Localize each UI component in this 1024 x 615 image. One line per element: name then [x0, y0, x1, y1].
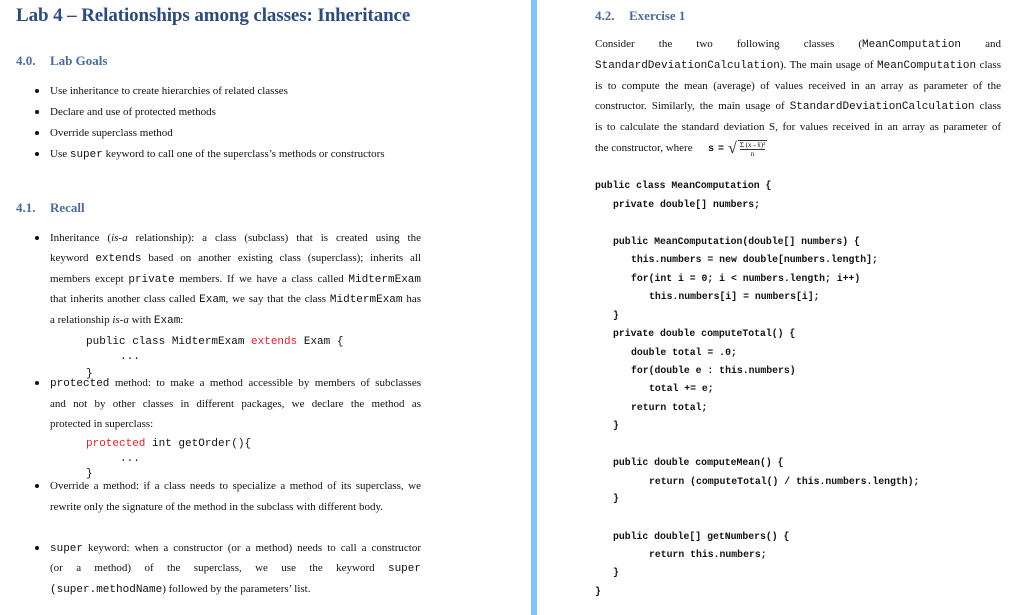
section-heading-exercise-1 — [595, 8, 795, 24]
text-line — [86, 435, 251, 451]
text-line — [50, 125, 173, 141]
inline-code: super — [69, 149, 103, 161]
code-line: } — [613, 420, 619, 431]
text-run: , we say that the class — [225, 293, 330, 305]
text-run: Use inheritance to create hierarchies of related classes — [50, 85, 288, 97]
inline-code: ... — [120, 351, 140, 363]
text-run: Use — [50, 148, 70, 160]
text-run: class — [974, 100, 1001, 112]
text-line — [595, 98, 1001, 114]
inline-code: StandardDeviationCalculation — [789, 101, 975, 113]
text-line — [50, 560, 421, 576]
text-run: and — [961, 38, 1001, 50]
text-line — [50, 478, 421, 494]
text-run: members. If we have a class called — [174, 273, 349, 285]
text-line — [50, 416, 153, 432]
text-line — [50, 230, 421, 246]
code-line: public double[] getNumbers() { — [613, 531, 790, 542]
code-line: total += e; — [649, 383, 714, 394]
bullet-icon — [35, 110, 39, 114]
code-line: this.numbers[i] = numbers[i]; — [649, 291, 820, 302]
bullet-icon — [35, 131, 39, 135]
square-root-icon: √ — [728, 140, 737, 157]
formula-numerator: Σ (x - x̄)² — [739, 141, 766, 149]
formula-fraction — [738, 140, 767, 158]
code-line: return total; — [631, 402, 708, 413]
inline-code: Exam — [153, 315, 181, 327]
text-run: ). The main usage of — [779, 59, 878, 71]
text-line — [50, 83, 288, 99]
inline-code: MidtermExam — [329, 294, 403, 306]
text-run: ) followed by the parameters’ list. — [162, 583, 311, 595]
formula-denominator: n — [750, 150, 755, 158]
inline-code: MeanComputation — [862, 39, 962, 51]
code-line: public double computeMean() { — [613, 457, 784, 468]
code-line: private double computeTotal() { — [613, 328, 796, 339]
section-number: 4.0. — [16, 53, 36, 68]
code-line: for(double e : this.numbers) — [631, 365, 796, 376]
inline-code: StandardDeviationCalculation — [595, 60, 780, 72]
text-line — [595, 78, 1001, 94]
inline-code: (super.methodName — [50, 584, 163, 596]
section-label: Lab Goals — [50, 53, 108, 68]
text-line — [50, 146, 385, 162]
formula-equals: = — [718, 143, 725, 155]
text-run: is-a — [112, 314, 129, 326]
text-line — [50, 312, 183, 328]
text-line — [120, 348, 140, 364]
section-heading-lab-goals — [16, 53, 216, 69]
inline-code: MeanComputation — [877, 60, 977, 72]
code-line: double total = .0; — [631, 347, 737, 358]
inline-code: Exam { — [297, 336, 344, 348]
bullet-icon — [35, 236, 39, 240]
text-line — [595, 119, 1001, 135]
text-run: is-a — [111, 232, 128, 244]
text-line — [50, 396, 421, 412]
text-run: is to calculate the standard deviation S, for values received in an array as parameter of — [595, 121, 1001, 133]
text-line — [86, 333, 343, 349]
code-line: return this.numbers; — [649, 549, 767, 560]
page-title: Lab 4 – Relationships among classes: Inheritance — [16, 5, 411, 26]
text-run: rewrite only the signature of the method in the subclass with different body. — [50, 501, 383, 513]
code-line: } — [595, 586, 601, 597]
text-line — [595, 57, 1001, 73]
text-line — [50, 581, 310, 597]
code-line: } — [613, 493, 619, 504]
code-line: } — [613, 567, 619, 578]
inline-code: super — [387, 563, 421, 575]
inline-code: protected — [86, 438, 146, 450]
text-run: (or a method) of the superclass, we use the keyword — [50, 562, 388, 574]
text-run: has — [402, 293, 421, 305]
inline-code: protected — [50, 378, 110, 390]
text-run: Declare and use of protected methods — [50, 106, 216, 118]
text-run: is to compute the mean (average) of values received in an array as parameter of the — [595, 80, 1001, 92]
text-line — [50, 250, 421, 266]
bullet-icon — [35, 152, 39, 156]
inline-code: public class MidtermExam — [86, 336, 252, 348]
text-run: with — [128, 314, 154, 326]
inline-code: Exam — [199, 294, 226, 306]
text-run: class — [976, 59, 1001, 71]
text-run: the constructor, where — [595, 142, 693, 154]
text-run: Override a method: if a class needs to specialize a method of its superclass, we — [50, 480, 421, 492]
inline-code: extends — [251, 336, 298, 348]
section-heading-recall — [16, 200, 216, 216]
text-line — [120, 450, 140, 466]
text-run: a relationship — [50, 314, 113, 326]
inline-code: } — [86, 468, 93, 480]
section-label: Recall — [50, 200, 85, 215]
code-line: } — [613, 310, 619, 321]
section-number: 4.2. — [595, 8, 615, 23]
bullet-icon — [35, 484, 39, 488]
text-line — [50, 291, 421, 307]
inline-code: super — [50, 543, 84, 555]
text-run: Consider the two following classes ( — [595, 38, 862, 50]
code-line: public MeanComputation(double[] numbers) { — [613, 236, 860, 247]
text-line — [50, 499, 383, 515]
bullet-icon — [35, 381, 39, 385]
text-run: keyword — [50, 252, 96, 264]
document-page-right — [538, 0, 1024, 615]
code-line: this.numbers = new double[numbers.length]; — [631, 254, 878, 265]
text-run: based on another existing class (superclass); inherits all — [141, 252, 421, 264]
text-line — [595, 140, 693, 156]
text-run: constructor. Similarly, the main usage of — [595, 100, 790, 112]
text-run: Inheritance ( — [50, 232, 112, 244]
section-label: Exercise 1 — [629, 8, 686, 23]
text-run: Override superclass method — [50, 127, 173, 139]
text-run: keyword to call one of the superclass’s methods or constructors — [102, 148, 385, 160]
code-line: public class MeanComputation { — [595, 180, 772, 191]
code-line: private double[] numbers; — [613, 199, 760, 210]
section-number: 4.1. — [16, 200, 36, 215]
formula-lhs: s — [708, 143, 715, 155]
text-line — [595, 36, 1001, 52]
code-line: for(int i = 0; i < numbers.length; i++) — [631, 273, 861, 284]
inline-code: private — [128, 274, 175, 286]
page-divider — [531, 0, 537, 615]
inline-code: int getOrder(){ — [145, 438, 252, 450]
standard-deviation-formula — [708, 138, 767, 160]
text-run: : — [180, 314, 184, 326]
inline-code: ... — [120, 453, 140, 465]
text-run: and not by other classes in different packages, we declare the method as — [50, 398, 421, 410]
inline-code: extends — [95, 253, 142, 265]
text-run: protected in superclass: — [50, 418, 154, 430]
text-line — [50, 540, 421, 556]
text-run: method: to make a method accessible by members of subclasses — [109, 377, 421, 389]
inline-code: MidtermExam — [348, 274, 421, 286]
code-line: return (computeTotal() / this.numbers.length); — [649, 476, 920, 487]
text-run: keyword: when a constructor (or a method) needs to call a constructor — [83, 542, 421, 554]
bullet-icon — [35, 89, 39, 93]
inline-code: } — [86, 368, 93, 380]
text-run: that inherits another class called — [50, 293, 200, 305]
text-run: relationship): a class (subclass) that is created using the — [127, 232, 421, 244]
text-line — [50, 104, 216, 120]
text-line — [50, 271, 421, 287]
text-run: members except — [50, 273, 129, 285]
text-line — [50, 375, 421, 391]
bullet-icon — [35, 546, 39, 550]
